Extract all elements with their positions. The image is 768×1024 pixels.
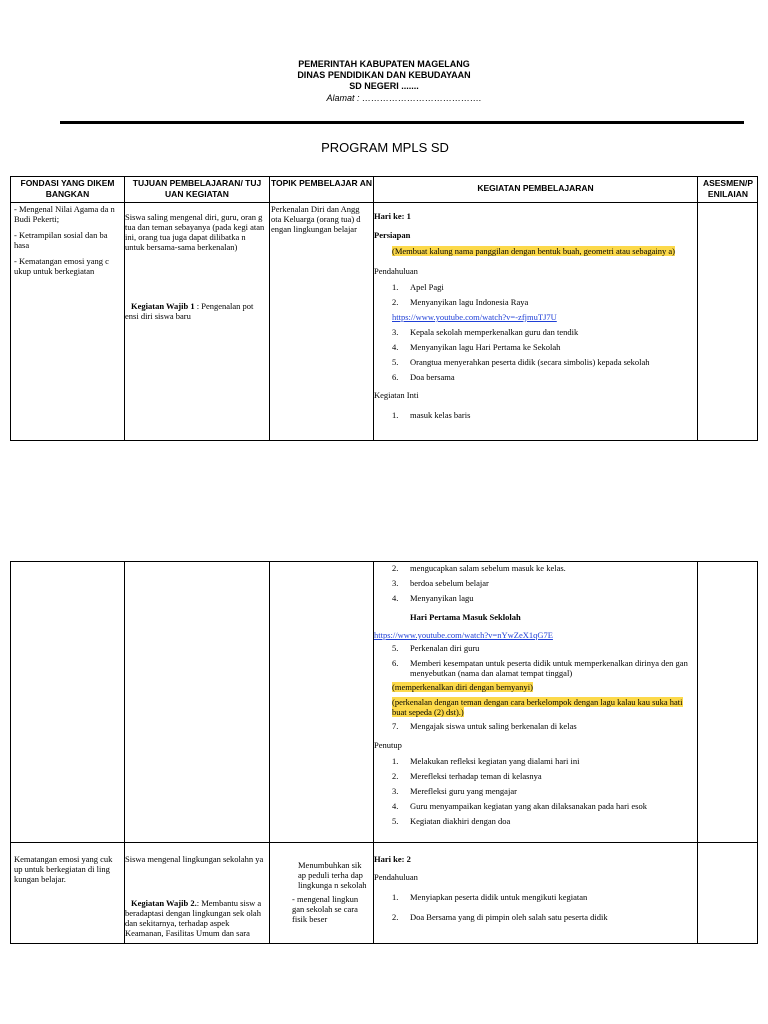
list-item: 3. Kepala sekolah memperkenalkan guru dan tendik xyxy=(392,327,579,337)
fondasi-row3: Kematangan emosi yang cuk up untuk berkegiatan di ling kungan belajar. xyxy=(14,854,113,884)
school-name: SD NEGERI ....... xyxy=(349,81,419,91)
youtube-link-hari-pertama[interactable]: https://www.youtube.com/watch?v=nYwZeX1qG7E xyxy=(374,630,553,640)
list-item: 4. Menyanyikan lagu xyxy=(392,593,474,603)
list-item: 6. Doa bersama xyxy=(392,372,455,382)
fondasi-list xyxy=(14,204,122,276)
department-name: DINAS PENDIDIKAN DAN KEBUDAYAAN xyxy=(297,70,471,80)
list-item: 1. Melakukan refleksi kegiatan yang dialami hari ini xyxy=(392,756,580,766)
page-title: PROGRAM MPLS SD xyxy=(321,140,449,155)
kegiatan-wajib-1 xyxy=(125,301,267,321)
song-title: Hari Pertama Masuk Seklolah xyxy=(410,612,521,622)
header-asesmen: ASESMEN/P ENILAIAN xyxy=(702,178,754,199)
header-tujuan: TUJUAN PEMBELAJARAN/ TUJ UAN KEGIATAN xyxy=(132,178,262,199)
note-bernyanyi: (memperkenalkan diri dengan bernyanyi) xyxy=(392,682,533,692)
fondasi-item: - Mengenal Nilai Agama da n Budi Pekerti; xyxy=(14,204,115,224)
section-inti: Kegiatan Inti xyxy=(374,390,419,400)
kegiatan-continuation xyxy=(374,563,694,826)
mpls-table-page2 xyxy=(10,561,758,944)
section-pendahuluan: Pendahuluan xyxy=(374,872,418,882)
wajib-text: : Membantu sisw a beradaptasi dengan lingkungan sek olah dan sekitarnya, terhadap aspek Keamanan, Fasilitas Umum dan sara xyxy=(125,898,262,938)
section-persiapan: Persiapan xyxy=(374,230,411,240)
list-item: 5. Perkenalan diri guru xyxy=(392,643,480,653)
list-item: 6. Memberi kesempatan untuk peserta didik untuk memperkenalkan dirinya den gan menyebutkan (nama dan alamat tempat tinggal) xyxy=(392,658,688,678)
list-item: 4. Menyanyikan lagu Hari Pertama ke Sekolah xyxy=(392,342,561,352)
tujuan-text: Siswa saling mengenal diri, guru, oran g tua dan teman sebayanya (pada kegi atan ini, orang tua juga dapat dilibatka n untuk bersama-sama berkenalan) xyxy=(125,212,265,252)
header-kegiatan: KEGIATAN PEMBELAJARAN xyxy=(477,183,594,193)
persiapan-note: (Membuat kalung nama panggilan dengan bentuk buah, geometri atau sebagainy a) xyxy=(392,246,676,256)
header-fondasi: FONDASI YANG DIKEM BANGKAN xyxy=(20,178,115,199)
section-pendahuluan: Pendahuluan xyxy=(374,266,418,276)
topik-row3 xyxy=(292,860,370,924)
list-item: 1. masuk kelas baris xyxy=(392,410,471,420)
hari-label: Hari ke: 2 xyxy=(374,854,411,864)
fondasi-item: - Ketrampilan sosial dan ba hasa xyxy=(14,230,108,250)
hari-label: Hari ke: 1 xyxy=(374,211,411,221)
gov-name: PEMERINTAH KABUPATEN MAGELANG xyxy=(298,59,470,69)
kegiatan-content xyxy=(374,211,694,420)
topik-item: - mengenal lingkun gan sekolah se cara fisik beser xyxy=(292,894,359,924)
youtube-link-indonesia-raya[interactable]: https://www.youtube.com/watch?v=-zfjmuTJ7U xyxy=(392,312,557,322)
mpls-table-page1 xyxy=(10,176,758,441)
list-item: 5. Orangtua menyerahkan peserta didik (secara simbolis) kepada sekolah xyxy=(392,357,650,367)
header-topik: TOPIK PEMBELAJAR AN xyxy=(270,178,373,188)
list-item: 3. Merefleksi guru yang mengajar xyxy=(392,786,517,796)
topik-text: Perkenalan Diri dan Angg ota Keluarga (orang tua) d engan lingkungan belajar xyxy=(271,204,361,234)
fondasi-item: - Kematangan emosi yang c ukup untuk berkegiatan xyxy=(14,256,109,276)
list-item: 4. Guru menyampaikan kegiatan yang akan dilaksanakan pada hari esok xyxy=(392,801,647,811)
list-item: 1. Apel Pagi xyxy=(392,282,444,292)
section-penutup: Penutup xyxy=(374,740,402,750)
header-rule xyxy=(60,121,744,124)
wajib-text: : Pengenalan pot ensi diri siswa baru xyxy=(125,301,254,321)
list-item: 5. Kegiatan diakhiri dengan doa xyxy=(392,816,511,826)
list-item: 3. berdoa sebelum belajar xyxy=(392,578,489,588)
list-item: 1. Menyiapkan peserta didik untuk mengikuti kegiatan xyxy=(392,892,588,902)
wajib-label: Kegiatan Wajib 2. xyxy=(131,898,197,908)
list-item: 2. Doa Bersama yang di pimpin oleh salah satu peserta didik xyxy=(392,912,608,922)
list-item: 2. Merefleksi terhadap teman di kelasnya xyxy=(392,771,542,781)
kegiatan-row3 xyxy=(374,854,694,922)
wajib-label: Kegiatan Wajib 1 xyxy=(131,301,195,311)
kegiatan-wajib-2 xyxy=(125,898,267,938)
topik-item: Menumbuhkan sik ap peduli terha dap lingkunga n sekolah xyxy=(298,860,367,890)
list-item: 7. Mengajak siswa untuk saling berkenalan di kelas xyxy=(392,721,577,731)
note-berkelompok: (perkenalan dengan teman dengan cara berkelompok dengan lagu kalau kau suka hati buat sepeda (2) dst).) xyxy=(392,697,683,717)
list-item: 2. Menyanyikan lagu Indonesia Raya xyxy=(392,297,529,307)
address: Alamat : …………………………………. xyxy=(326,93,482,103)
tujuan-row3: Siswa mengenal lingkungan sekolahn ya xyxy=(125,854,264,864)
list-item: 2. mengucapkan salam sebelum masuk ke kelas. xyxy=(392,563,566,573)
